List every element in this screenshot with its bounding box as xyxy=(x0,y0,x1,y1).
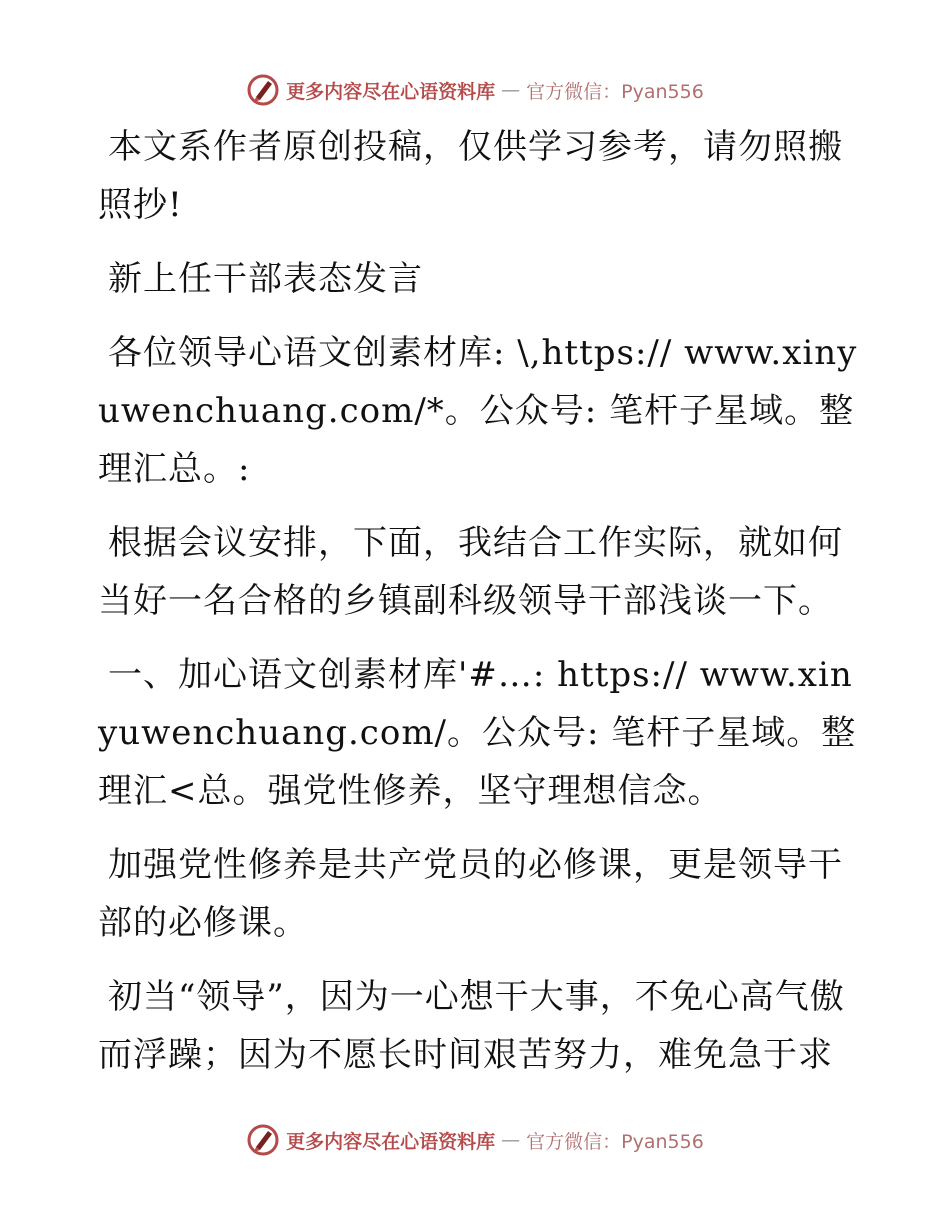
paragraph-title: 新上任干部表态发言 xyxy=(108,259,423,299)
watermark-contact: 官方微信：Pyan556 xyxy=(526,1130,704,1153)
paragraph-section-one: 一、加心语文创素材库'#…: https:// www.xinyuwenchuang.com/。公众号: 笔杆子星域。整理汇<总。强党性修养，坚守理想信念。 xyxy=(98,655,857,811)
brand-logo-icon xyxy=(246,1123,280,1157)
watermark-text: 更多内容尽在心语资料库 xyxy=(286,80,496,103)
paragraph-new-leader: 初当“领导”，因为一心想干大事，不免心高气傲而浮躁；因为不愿长时间艰苦努力，难免急于求 xyxy=(98,977,845,1075)
watermark-contact: 官方微信：Pyan556 xyxy=(526,80,704,103)
paragraph-notice: 本文系作者原创投稿，仅供学习参考，请勿照搬照抄! xyxy=(98,127,843,225)
document-body xyxy=(98,118,868,1100)
watermark-header xyxy=(0,70,950,110)
watermark-text: 更多内容尽在心语资料库 xyxy=(286,1130,496,1153)
paragraph-greeting: 各位领导心语文创素材库: \,https:// www.xinyuwenchuang.com/*。公众号: 笔杆子星域。整理汇总。: xyxy=(98,333,858,489)
paragraph-intro: 根据会议安排，下面，我结合工作实际，就如何当好一名合格的乡镇副科级领导干部浅谈一下。 xyxy=(98,523,843,621)
watermark-separator: — xyxy=(501,1129,521,1151)
brand-logo-icon xyxy=(246,73,280,107)
watermark-footer xyxy=(0,1120,950,1160)
paragraph-party-spirit: 加强党性修养是共产党员的必修课，更是领导干部的必修课。 xyxy=(98,845,843,943)
watermark-separator: — xyxy=(501,79,521,101)
